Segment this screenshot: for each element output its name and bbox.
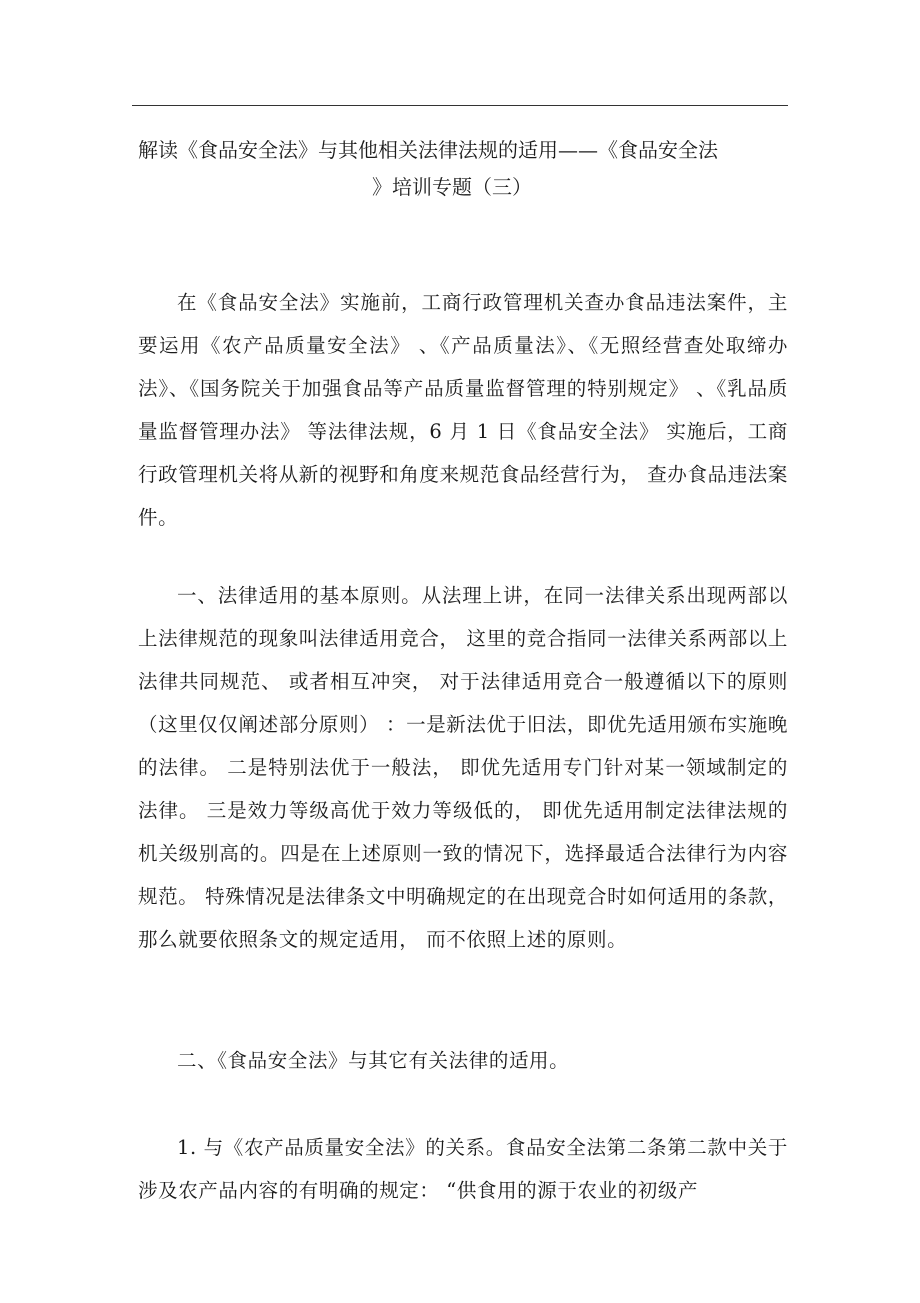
paragraph-intro: 在《食品安全法》实施前，工商行政管理机关查办食品违法案件，主要运用《农产品质量安全法》 、《产品质量法》、《无照经营查处取缔办法》、《国务院关于加强食品等产品质量监督管理的特别规定》 、《乳品质量监督管理办法》 等法律法规，6 月 1 日《食品安全法》 实施后，工商行政管理机关将从新的视野和角度来规范食品经营行为， 查办食品违法案件。 (138, 291, 788, 529)
document-title-line-1: 解读《食品安全法》与其他相关法律法规的适用——《食品安全法 (138, 138, 718, 162)
paragraph-section-two-heading: 二、《食品安全法》与其它有关法律的适用。 (177, 1049, 570, 1072)
header-rule (132, 105, 788, 106)
paragraph-agricultural-law: 1. 与《农产品质量安全法》的关系。食品安全法第二条第二款中关于涉及农产品内容的有明确的规定： “供食用的源于农业的初级产 (138, 1136, 788, 1202)
document-title-line-2: 》培训专题（三） (372, 175, 532, 199)
paragraph-basic-principles: 一、法律适用的基本原则。从法理上讲，在同一法律关系出现两部以上法律规范的现象叫法律适用竞合， 这里的竞合指同一法律关系两部以上法律共同规范、 或者相互冲突， 对于法律适用竞合一般遵循以下的原则（这里仅仅阐述部分原则） ：一是新法优于旧法，即优先适用颁布实施晚的法律。 二是特别法优于一般法， 即优先适用专门针对某一领域制定的法律。 三是效力等级高优于效力等级低的， 即优先适用制定法律法规的机关级别高的。四是在上述原则一致的情况下，选择最适合法律行为内容规范。 特殊情况是法律条文中明确规定的在出现竞合时如何适用的条款， 那么就要依照条文的规定适用， 而不依照上述的原则。 (138, 584, 788, 951)
